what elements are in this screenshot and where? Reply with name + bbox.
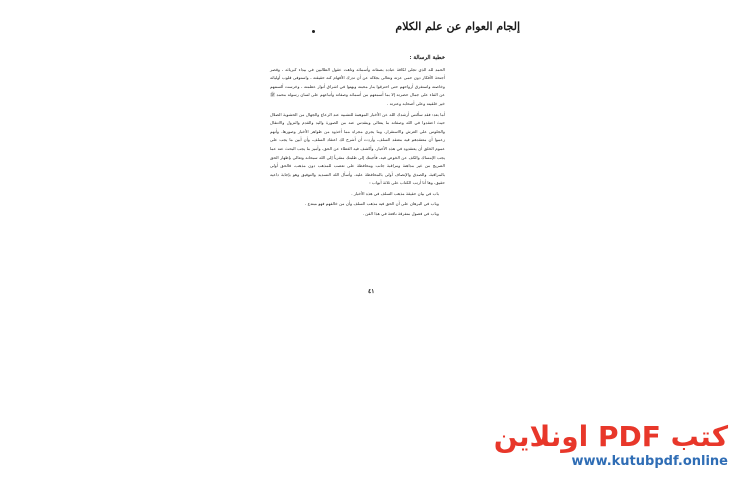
chapter-line-1: باب في بيان حقيقة مذهب السلف في هذه الأخبار . bbox=[351, 190, 439, 196]
body-text bbox=[270, 54, 445, 220]
chapter-line-2: وباب في البرهان على أن الحق فيه مذهب السلف وأن من خالفهم فهو مبتدع . bbox=[304, 201, 439, 206]
watermark-url: www.kutubpdf.online bbox=[571, 454, 728, 469]
watermark bbox=[493, 420, 728, 470]
page-number: ٤١ bbox=[368, 288, 375, 295]
title-ornament-dot bbox=[312, 30, 315, 33]
paragraph-main: أما بعد: فقد سألتني أرشدك الله عن الأخبار الموهمة للتشبيه عند الرعاع والجهال من الحشوية الضلال حيث اعتقدوا في الله وصفاته ما يتعالى ويتقدس عنه من الصورة واليد والقدم والنزول والانتقال والجلوس على العرش والاستقرار، وما يجري مجراه مما أخذوه من ظواهر الأخبار وصورها، وأنهم زعموا أن معتقدهم فيه معتقد السلف، وأردت أن أشرح لك اعتقاد السلف، وأن أبين ما يجب على عموم الخلق أن يعتقدوه في هذه الأخبار، وأكشف فيه الغطاء عن الحق، وأميز ما يجب البحث عنه عما يجب الإمساك والكف عن الخوض فيه، فأجبتك إلى طلبتك متقرباً إلى الله سبحانه وتعالى بإظهار الحق الصريح من غير مداهنة ومراقبة جانب ومحافظة على تعصب للمذهب دون مذهب، فالحق أولى بالمراقبة، والصدق والإنصاف أولى بالمحافظة عليه، وأسأل الله التسديد والتوفيق وهو بإجابة داعيه حقيق، وها أنا أرتب الكتاب على ثلاثة أبواب : bbox=[270, 111, 445, 186]
watermark-arabic: كتب PDF اونلاين bbox=[493, 420, 728, 453]
paragraph-opening: الحمد لله الذي تجلى لكافة عباده بصفاته وأسمائه وتاهت عقول الطالبين في بيداء كبريائه ، وقصر أجنحة الأفكار دون حمى عزته وتعالى بجلاله عن أن تدرك الأفهام كنه حقيقته ، واستوفى قلوب أوليائه وخاصته واستغرق أرواحهم حتى احترقوا بنار محبته وبهتوا في اشراق أنوار عظمته ، وخرست ألسنتهم عن الثناء على جمال حضرته إلا بما أسمعهم من أسمائه وصفاته وأتباعهم على لسان رسوله محمد ﷺ خير خلقيته وعلى أصحابه وعترته . bbox=[270, 66, 445, 106]
chapter-line-3: وباب في فصول متفرقة نافعة في هذا الفن . bbox=[362, 211, 439, 217]
page-title: إلجام العوام عن علم الكلام bbox=[395, 20, 520, 33]
section-heading: خطبة الرسالة : bbox=[409, 55, 445, 61]
